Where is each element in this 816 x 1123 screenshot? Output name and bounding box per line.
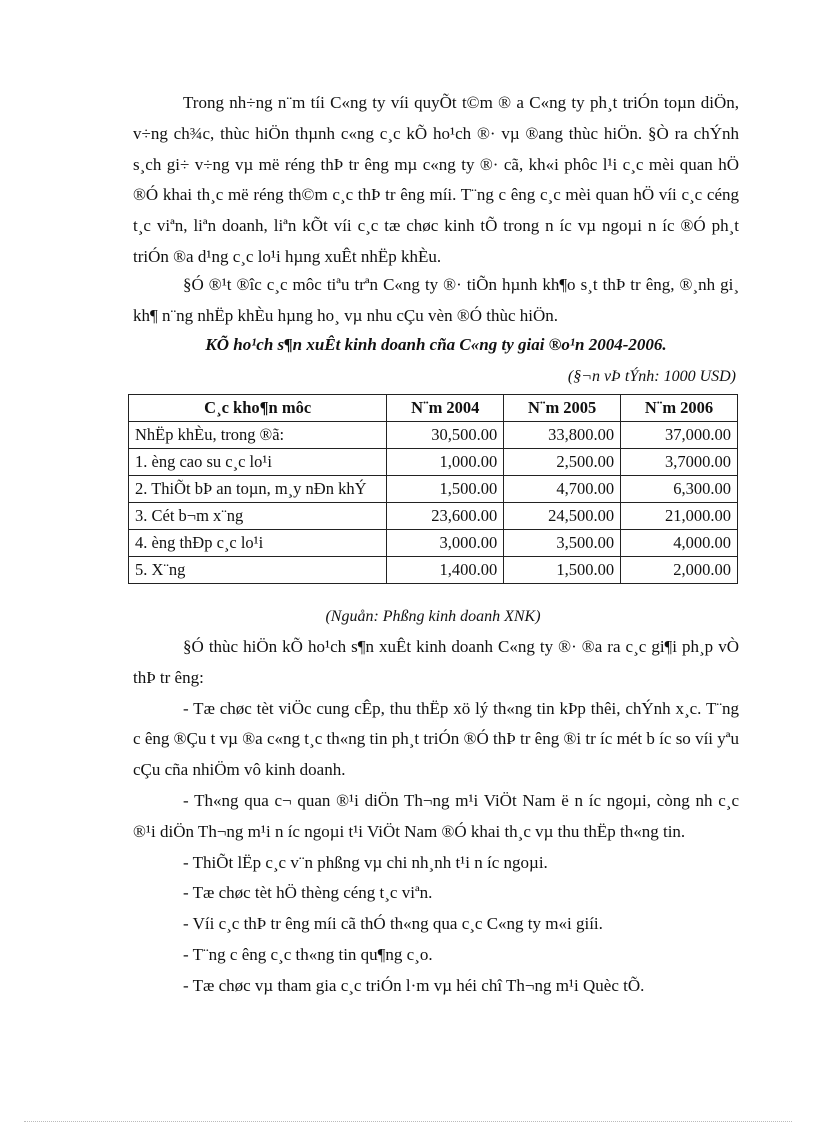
solution-item: - Tæ chøc tèt viÖc cung cÊp, thu thËp xö lý th«ng tin kÞp thêi, chÝnh x¸c. T¨ng c êng ®Çu t vµ ®a c«ng t¸c th«ng tin ph¸t triÓn ®Ó thÞ tr êng ®i tr íc mét b íc so víi yªu cÇu cña nhiÖm vô kinh doanh. bbox=[133, 698, 739, 780]
header-items: C¸c kho¶n môc bbox=[129, 395, 387, 422]
cell-2006: 4,000.00 bbox=[621, 530, 738, 557]
cell-2006: 2,000.00 bbox=[621, 557, 738, 584]
row-label: 2. ThiÕt bÞ an toµn, m¸y nÐn khÝ bbox=[129, 476, 387, 503]
table-row bbox=[129, 530, 738, 557]
solution-item: - ThiÕt lËp c¸c v¨n phßng vµ chi nh¸nh t¹i n íc ngoµi. bbox=[183, 852, 548, 872]
cell-2004: 1,000.00 bbox=[387, 449, 504, 476]
cell-2004: 23,600.00 bbox=[387, 503, 504, 530]
cell-2005: 24,500.00 bbox=[504, 503, 621, 530]
page-bottom-divider bbox=[24, 1121, 792, 1122]
cell-2005: 3,500.00 bbox=[504, 530, 621, 557]
table-row bbox=[129, 557, 738, 584]
table-source: (Nguån: Phßng kinh doanh XNK) bbox=[325, 608, 541, 625]
table-row bbox=[129, 503, 738, 530]
cell-2006: 37,000.00 bbox=[621, 422, 738, 449]
row-label: NhËp khÈu, trong ®ã: bbox=[129, 422, 387, 449]
header-2004: N¨m 2004 bbox=[387, 395, 504, 422]
table-title: KÕ ho¹ch s¶n xuÊt kinh doanh cña C«ng ty giai ®o¹n 2004-2006. bbox=[205, 335, 667, 354]
cell-2004: 1,400.00 bbox=[387, 557, 504, 584]
solutions-section bbox=[133, 632, 739, 1002]
solution-item: - T¨ng c êng c¸c th«ng tin qu¶ng c¸o. bbox=[183, 944, 433, 964]
table-row bbox=[129, 449, 738, 476]
row-label: 5. X¨ng bbox=[129, 557, 387, 584]
cell-2005: 1,500.00 bbox=[504, 557, 621, 584]
cell-2006: 3,7000.00 bbox=[621, 449, 738, 476]
row-label: 1. èng cao su c¸c lo¹i bbox=[129, 449, 387, 476]
solution-item: - Tæ chøc tèt hÖ thèng céng t¸c viªn. bbox=[183, 883, 433, 903]
table-header-row bbox=[129, 395, 738, 422]
cell-2005: 4,700.00 bbox=[504, 476, 621, 503]
table-unit: (§¬n vÞ tÝnh: 1000 USD) bbox=[567, 368, 736, 385]
header-2006: N¨m 2006 bbox=[621, 395, 738, 422]
plan-table bbox=[128, 394, 738, 584]
cell-2006: 6,300.00 bbox=[621, 476, 738, 503]
cell-2006: 21,000.00 bbox=[621, 503, 738, 530]
cell-2004: 3,000.00 bbox=[387, 530, 504, 557]
header-2005: N¨m 2005 bbox=[504, 395, 621, 422]
paragraph-goals: §Ó ®¹t ®îc c¸c môc tiªu trªn C«ng ty ®· tiÕn hµnh kh¶o s¸t thÞ tr êng, ®¸nh gi¸ kh¶ n¨ng nhËp khÈu hµng ho¸ vµ nhu cÇu vèn ®Ó thùc hiÖn. bbox=[133, 275, 739, 325]
table-row bbox=[129, 422, 738, 449]
cell-2004: 30,500.00 bbox=[387, 422, 504, 449]
row-label: 3. Cét b¬m x¨ng bbox=[129, 503, 387, 530]
table-row bbox=[129, 476, 738, 503]
row-label: 4. èng thÐp c¸c lo¹i bbox=[129, 530, 387, 557]
solution-item: - Víi c¸c thÞ tr êng míi cã thÓ th«ng qua c¸c C«ng ty m«i giíi. bbox=[183, 914, 603, 934]
cell-2005: 33,800.00 bbox=[504, 422, 621, 449]
cell-2004: 1,500.00 bbox=[387, 476, 504, 503]
solution-item: - Tæ chøc vµ tham gia c¸c triÓn l·m vµ héi chî Th¬ng m¹i Quèc tÕ. bbox=[183, 975, 645, 995]
paragraph-plans: Trong nh÷ng n¨m tíi C«ng ty víi quyÕt t©m ® a C«ng ty ph¸t triÓn toµn diÖn, v÷ng ch¾c, thùc hiÖn thµnh c«ng c¸c kÕ ho¹ch ®· vµ ®ang thùc hiÖn. §Ò ra chÝnh s¸ch gi÷ v÷ng vµ më réng thÞ tr êng mµ c«ng ty ®· cã, kh«i phôc l¹i c¸c mèi quan hÖ ®Ó khai th¸c më réng th©m c¸c thÞ tr êng míi. T¨ng c êng c¸c mèi quan hÖ víi c¸c céng t¸c viªn, liªn doanh, liªn kÕt víi c¸c tæ chøc kinh tÕ trong n íc vµ ngoµi n íc ®Ó ph¸t triÓn ®a d¹ng c¸c lo¹i hµng xuÊt nhËp khÈu. bbox=[133, 93, 739, 266]
solution-item: - Th«ng qua c¬ quan ®¹i diÖn Th¬ng m¹i ViÖt Nam ë n íc ngoµi, còng nh c¸c ®¹i diÖn Th¬ng m¹i n íc ngoµi t¹i ViÖt Nam ®Ó khai th¸c vµ thu thËp th«ng tin. bbox=[133, 790, 739, 841]
solutions-intro: §Ó thùc hiÖn kÕ ho¹ch s¶n xuÊt kinh doanh C«ng ty ®· ®a ra c¸c gi¶i ph¸p vÒ thÞ tr êng: bbox=[133, 637, 739, 687]
cell-2005: 2,500.00 bbox=[504, 449, 621, 476]
